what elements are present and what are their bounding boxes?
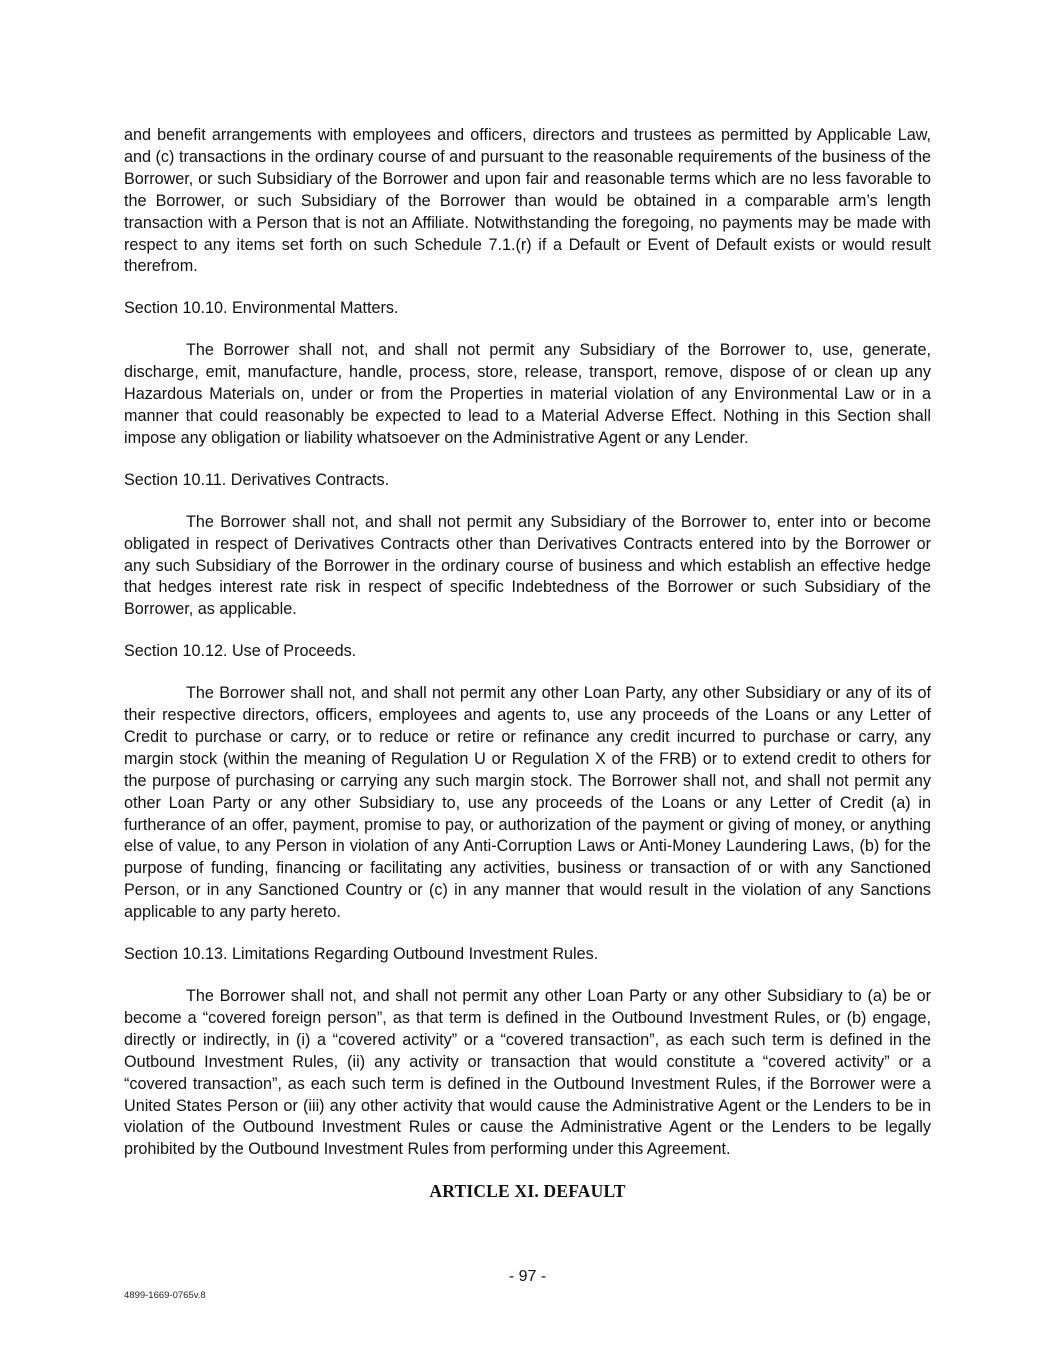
- section-10-10-heading: Section 10.10. Environmental Matters.: [124, 299, 399, 318]
- section-10-12-heading: Section 10.12. Use of Proceeds.: [124, 642, 357, 661]
- page-number: - 97 -: [508, 1268, 547, 1285]
- section-10-11-heading: Section 10.11. Derivatives Contracts.: [124, 470, 390, 489]
- article-heading: ARTICLE XI. DEFAULT: [429, 1181, 626, 1202]
- document-body: [124, 125, 931, 1203]
- section-10-12-body: The Borrower shall not, and shall not permit any other Loan Party, any other Subsidiary or any of its of their respective directors, officers, employees and agents to, use any proceeds of the Loans or any Letter of Credit to purchase or carry, or to reduce or retire or refinance any credit incurred to purchase or carry, any margin stock (within the meaning of Regulation U or Regulation X of the FRB) or to extend credit to others for the purpose of purchasing or carrying any such margin stock. The Borrower shall not, and shall not permit any other Loan Party or any other Subsidiary to, use any proceeds of the Loans or any Letter of Credit (a) in furtherance of an offer, payment, promise to pay, or authorization of the payment or giving of money, or anything else of value, to any Person in violation of any Anti-Corruption Laws or Anti-Money Laundering Laws, (b) for the purpose of funding, financing or facilitating any activities, business or transaction of or with any Sanctioned Person, or in any Sanctioned Country or (c) in any manner that would result in the violation of any Sanctions applicable to any party hereto.: [124, 684, 931, 922]
- section-10-13-body: The Borrower shall not, and shall not permit any other Loan Party or any other Subsidiary to (a) be or become a “covered foreign person”, as that term is defined in the Outbound Investment Rules, or (b) engage, directly or indirectly, in (i) a “covered activity” or a “covered transaction”, as each such term is defined in the Outbound Investment Rules, (ii) any activity or transaction that would constitute a “covered activity” or a “covered transaction”, as each such term is defined in the Outbound Investment Rules, if the Borrower were a United States Person or (iii) any other activity that would cause the Administrative Agent or the Lenders to be in violation of the Outbound Investment Rules or cause the Administrative Agent or the Lenders to be legally prohibited by the Outbound Investment Rules from performing under this Agreement.: [124, 987, 931, 1159]
- section-10-13-heading: Section 10.13. Limitations Regarding Outbound Investment Rules.: [124, 945, 599, 964]
- section-10-10-body: The Borrower shall not, and shall not permit any Subsidiary of the Borrower to, use, generate, discharge, emit, manufacture, handle, process, store, release, transport, remove, dispose of or clean up any Hazardous Materials on, under or from the Properties in material violation of any Environmental Law or in a manner that could reasonably be expected to lead to a Material Adverse Effect. Nothing in this Section shall impose any obligation or liability whatsoever on the Administrative Agent or any Lender.: [124, 341, 931, 447]
- document-id: 4899-1669-0765v.8: [124, 1290, 206, 1301]
- section-10-11-body: The Borrower shall not, and shall not permit any Subsidiary of the Borrower to, enter into or become obligated in respect of Derivatives Contracts other than Derivatives Contracts entered into by the Borrower or any such Subsidiary of the Borrower in the ordinary course of business and which establish an effective hedge that hedges interest rate risk in respect of specific Indebtedness of the Borrower or such Subsidiary of the Borrower, as applicable.: [124, 512, 931, 619]
- continuation-paragraph: and benefit arrangements with employees and officers, directors and trustees as permitted by Applicable Law, and (c) transactions in the ordinary course of and pursuant to the reasonable requirements of the business of the Borrower, or such Subsidiary of the Borrower and upon fair and reasonable terms which are no less favorable to the Borrower, or such Subsidiary of the Borrower than would be obtained in a comparable arm’s length transaction with a Person that is not an Affiliate. Notwithstanding the foregoing, no payments may be made with respect to any items set forth on such Schedule 7.1.(r) if a Default or Event of Default exists or would result therefrom.: [124, 126, 931, 276]
